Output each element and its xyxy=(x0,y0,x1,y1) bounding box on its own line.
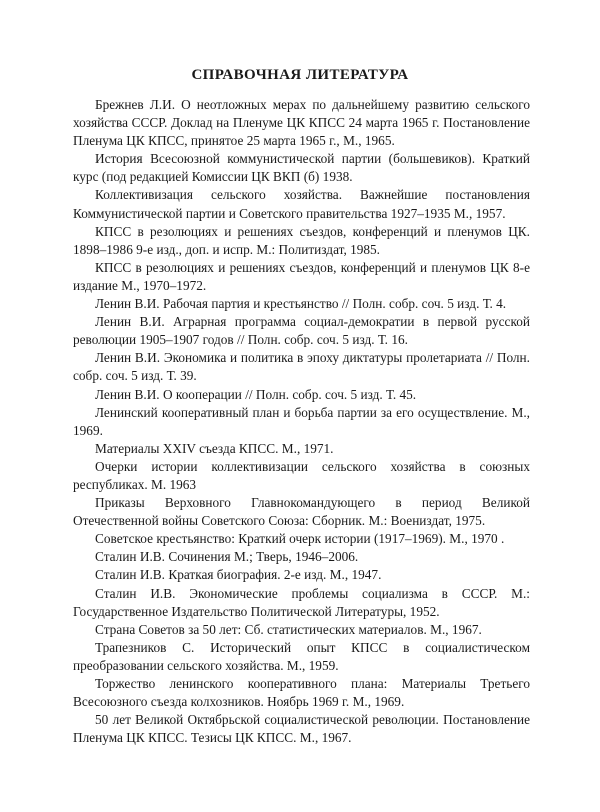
reference-entry: 50 лет Великой Октябрьской социалистической революции. Постановление Пленума ЦК КПСС. Тезисы ЦК КПСС. М., 1967. xyxy=(73,712,530,746)
reference-entry: Сталин И.В. Экономические проблемы социализма в СССР. М.: Государственное Издательство Политической Литературы, 1952. xyxy=(73,585,530,619)
reference-list xyxy=(73,96,530,747)
reference-entry: Ленин В.И. Аграрная программа социал-демократии в первой русской революции 1905–1907 годов // Полн. собр. соч. 5 изд. Т. 16. xyxy=(73,314,530,348)
reference-entry: Ленинский кооперативный план и борьба партии за его осуществление. М., 1969. xyxy=(73,404,530,438)
reference-entry: Очерки истории коллективизации сельского хозяйства в союзных республиках. М. 1963 xyxy=(73,458,530,492)
reference-entry: История Всесоюзной коммунистической партии (большевиков). Краткий курс (под редакцией Комиссии ЦК ВКП (б) 1938. xyxy=(73,151,530,185)
reference-entry: Торжество ленинского кооперативного плана: Материалы Третьего Всесоюзного съезда колхозников. Ноябрь 1969 г. М., 1969. xyxy=(73,676,530,710)
reference-entry: Ленин В.И. Экономика и политика в эпоху диктатуры пролетариата // Полн. собр. соч. 5 изд. Т. 39. xyxy=(73,350,530,384)
reference-entry: Ленин В.И. О кооперации // Полн. собр. соч. 5 изд. Т. 45. xyxy=(95,386,417,402)
reference-entry: Коллективизация сельского хозяйства. Важнейшие постановления Коммунистической партии и Советского правительства 1927–1935 М., 1957. xyxy=(73,187,530,221)
reference-entry: Приказы Верховного Главнокомандующего в период Великой Отечественной войны Советского Союза: Сборник. М.: Воениздат, 1975. xyxy=(73,495,530,529)
reference-entry: Ленин В.И. Рабочая партия и крестьянство // Полн. собр. соч. 5 изд. Т. 4. xyxy=(95,296,507,312)
reference-entry: КПСС в резолюциях и решениях съездов, конференций и пленумов ЦК. 1898–1986 9-е изд., доп. и испр. М.: Политиздат, 1985. xyxy=(73,223,530,257)
reference-entry: Брежнев Л.И. О неотложных мерах по дальнейшему развитию сельского хозяйства СССР. Доклад на Пленуме ЦК КПСС 24 марта 1965 г. Постановление Пленума ЦК КПСС, принятое 25 марта 1965 г., М., 1965. xyxy=(73,97,530,149)
reference-entry: КПСС в резолюциях и решениях съездов, конференций и пленумов ЦК 8-е издание М., 1970–1972. xyxy=(73,259,530,293)
reference-entry: Сталин И.В. Сочинения М.; Тверь, 1946–2006. xyxy=(95,549,359,565)
page-title: СПРАВОЧНАЯ ЛИТЕРАТУРА xyxy=(191,67,409,83)
reference-entry: Трапезников С. Исторический опыт КПСС в социалистическом преобразовании сельского хозяйства. М., 1959. xyxy=(73,639,530,673)
reference-entry: Сталин И.В. Краткая биография. 2-е изд. М., 1947. xyxy=(95,567,382,583)
reference-entry: Страна Советов за 50 лет: Сб. статистических материалов. М., 1967. xyxy=(95,621,482,637)
reference-entry: Материалы XXIV съезда КПСС. М., 1971. xyxy=(95,440,334,456)
reference-entry: Советское крестьянство: Краткий очерк истории (1917–1969). М., 1970 . xyxy=(95,531,505,547)
